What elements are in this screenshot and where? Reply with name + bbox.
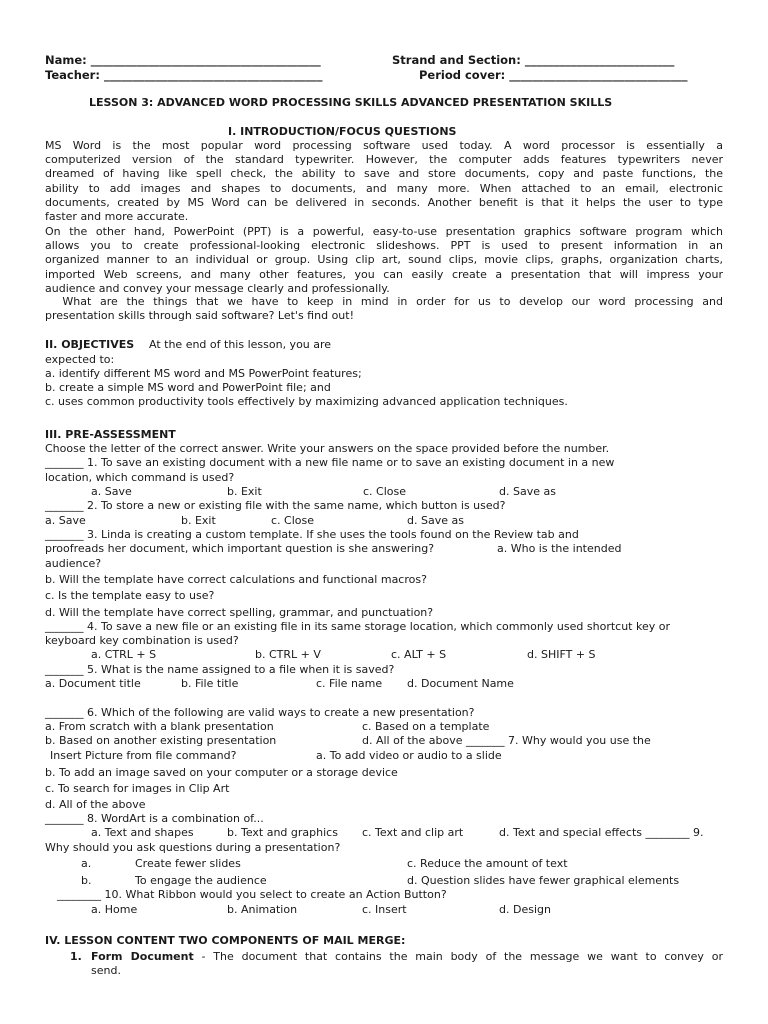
- text-line: What are the things that we have to keep in mind in order for us to develop our word processing and: [45, 295, 723, 308]
- choice: a. Text and shapes: [91, 826, 194, 840]
- strand-section-field: Strand and Section: __________________________: [392, 53, 675, 67]
- question-9: Why should you ask questions during a presentation?: [45, 841, 341, 854]
- teacher-field: Teacher: ______________________________________: [45, 68, 323, 82]
- choice-letter: a.: [81, 857, 92, 871]
- choice: b. Animation: [227, 902, 298, 916]
- choice: d. Question slides have fewer graphical elements: [407, 873, 680, 887]
- choice: d. Save as: [407, 513, 464, 527]
- pre-assessment-instruction: Choose the letter of the correct answer. Write your answers on the space provided before the number.: [45, 442, 610, 456]
- choice: c. ALT + S: [391, 648, 447, 662]
- text-line: imported Web screens, and many other features, you can easily create a presentation that will impress your: [45, 267, 723, 281]
- choice: d. Will the template have correct spelling, grammar, and punctuation?: [45, 605, 434, 619]
- question-8: _______ 8. WordArt is a combination of...: [45, 812, 264, 826]
- objective-item: c. uses common productivity tools effectively by maximizing advanced application techniques.: [45, 395, 568, 409]
- choice: d. Text and special effects ________ 9.: [499, 826, 704, 840]
- text-line: dreamed of having like spell check, the ability to save and store documents, copy and paste functions, the: [45, 167, 723, 181]
- question-10-choices: [45, 903, 723, 918]
- choice: a. To add video or audio to a slide: [316, 749, 502, 762]
- question-10: ________ 10. What Ribbon would you select to create an Action Button?: [57, 888, 447, 902]
- objectives-lead-2: expected to:: [45, 352, 115, 366]
- text-line: computerized version of the standard typewriter. However, the computer adds features typewriters never: [45, 153, 723, 167]
- question-6-choices: [45, 734, 723, 749]
- question-6-choices: [45, 720, 723, 735]
- question-3: _______ 3. Linda is creating a custom template. If she uses the tools found on the Review tab and: [45, 528, 579, 542]
- lesson-title: LESSON 3: ADVANCED WORD PROCESSING SKILLS ADVANCED PRESENTATION SKILLS: [89, 96, 613, 109]
- objective-item: a. identify different MS word and MS PowerPoint features;: [45, 366, 362, 380]
- lesson-content-section: [45, 934, 723, 979]
- choice: d. All of the above: [45, 798, 146, 811]
- period-cover-field: Period cover: _______________________________: [419, 68, 688, 82]
- choice-letter: b.: [81, 873, 92, 887]
- intro-paragraph-2: [45, 225, 723, 296]
- choice: c. Text and clip art: [362, 826, 464, 840]
- objectives-lead: At the end of this lesson, you are: [149, 338, 332, 351]
- item-text-cont: send.: [91, 964, 121, 978]
- choice: c. To search for images in Clip Art: [45, 781, 230, 795]
- choice: c. Based on a template: [362, 719, 490, 733]
- question-6: _______ 6. Which of the following are valid ways to create a new presentation?: [45, 705, 475, 719]
- question-9-choices: [45, 874, 723, 889]
- objectives-section: [45, 338, 723, 409]
- choice: d. All of the above _______ 7. Why would you use the: [362, 734, 651, 748]
- question-3-cont: [45, 542, 723, 557]
- choice: a. Save: [91, 484, 132, 498]
- choice: b. File title: [181, 677, 239, 691]
- pre-assessment-heading: III. PRE-ASSESSMENT: [45, 428, 176, 441]
- choice: a. From scratch with a blank presentation: [45, 719, 274, 733]
- question-4-cont: keyboard key combination is used?: [45, 634, 239, 648]
- choice: d. Save as: [499, 484, 556, 498]
- question-4-choices: [45, 648, 723, 663]
- text-line: On the other hand, PowerPoint (PPT) is a powerful, easy-to-use presentation graphics software program which: [45, 225, 723, 238]
- choice: b. Exit: [227, 484, 262, 498]
- question-7: [45, 749, 723, 764]
- text-line: allows you to create professional-looking electronic slideshows. PPT is used to present information in an: [45, 239, 723, 253]
- question-9-choices: [45, 857, 723, 872]
- choice: c. Close: [271, 513, 315, 527]
- choice: c. Reduce the amount of text: [407, 857, 568, 871]
- text-line: Insert Picture from file command?: [50, 749, 237, 762]
- question-1-choices: [45, 485, 723, 500]
- item-number: 1.: [70, 950, 82, 964]
- item-label: Form Document: [91, 950, 194, 964]
- lesson-content-heading: IV. LESSON CONTENT TWO COMPONENTS OF MAIL MERGE:: [45, 934, 406, 947]
- question-8-choices: [45, 826, 723, 841]
- question-4: _______ 4. To save a new file or an existing file in its same storage location, which commonly used shortcut key or: [45, 619, 670, 633]
- text-line: organized manner to an individual or group. Using clip art, sound clips, movie clips, graphs, organization charts,: [45, 253, 723, 267]
- question-5: _______ 5. What is the name assigned to a file when it is saved?: [45, 662, 395, 676]
- objectives-heading: II. OBJECTIVES: [45, 338, 135, 351]
- choice: b. Will the template have correct calculations and functional macros?: [45, 573, 427, 587]
- choice: b. Text and graphics: [227, 826, 338, 840]
- item-text: - The document that contains the main body of the message we want to convey or: [193, 950, 723, 964]
- text-line: documents, created by MS Word can be delivered in seconds. Another benefit is that it helps the user to type: [45, 195, 723, 209]
- choice: a. Document title: [45, 677, 141, 691]
- question-2-choices: [45, 514, 723, 529]
- choice: a. CTRL + S: [91, 648, 157, 662]
- text-line: proofreads her document, which important question is she answering?: [45, 542, 435, 556]
- intro-paragraph-3: [45, 295, 723, 323]
- text-line: audience and convey your message clearly and professionally.: [45, 281, 390, 295]
- choice: a. Home: [91, 902, 138, 916]
- choice: b. CTRL + V: [255, 648, 321, 662]
- question-1-cont: location, which command is used?: [45, 470, 235, 484]
- question-2: _______ 2. To store a new or existing file with the same name, which button is used?: [45, 499, 506, 513]
- choice: Create fewer slides: [135, 857, 241, 871]
- mail-merge-item-1: [45, 950, 723, 964]
- question-5-choices: [45, 677, 723, 692]
- text-line: presentation skills through said software? Let's find out!: [45, 309, 354, 323]
- choice: b. To add an image saved on your computer or a storage device: [45, 765, 398, 779]
- question-3-cont: audience?: [45, 557, 102, 570]
- choice: b. Exit: [181, 513, 216, 527]
- choice: d. Design: [499, 902, 551, 916]
- objective-item: b. create a simple MS word and PowerPoint file; and: [45, 381, 331, 394]
- intro-paragraph-1: [45, 139, 723, 224]
- choice: c. File name: [316, 677, 383, 691]
- choice: a. Who is the intended: [497, 542, 622, 556]
- text-line: faster and more accurate.: [45, 210, 189, 224]
- intro-heading: I. INTRODUCTION/FOCUS QUESTIONS: [228, 125, 457, 138]
- choice: c. Close: [363, 484, 407, 498]
- pre-assessment-section: [45, 428, 723, 917]
- choice: d. SHIFT + S: [527, 648, 596, 662]
- name-field: Name: ________________________________________: [45, 53, 321, 67]
- choice: To engage the audience: [135, 873, 267, 887]
- choice: c. Is the template easy to use?: [45, 589, 215, 603]
- question-1: _______ 1. To save an existing document with a new file name or to save an existing document in a new: [45, 456, 615, 470]
- text-line: ability to add images and shapes to documents, and many more. When attached to an email, electronic: [45, 181, 723, 195]
- choice: b. Based on another existing presentation: [45, 734, 277, 748]
- choice: d. Document Name: [407, 677, 514, 691]
- choice: a. Save: [45, 513, 86, 527]
- choice: c. Insert: [362, 902, 407, 916]
- text-line: MS Word is the most popular word processing software used today. A word processor is essentially a: [45, 139, 723, 152]
